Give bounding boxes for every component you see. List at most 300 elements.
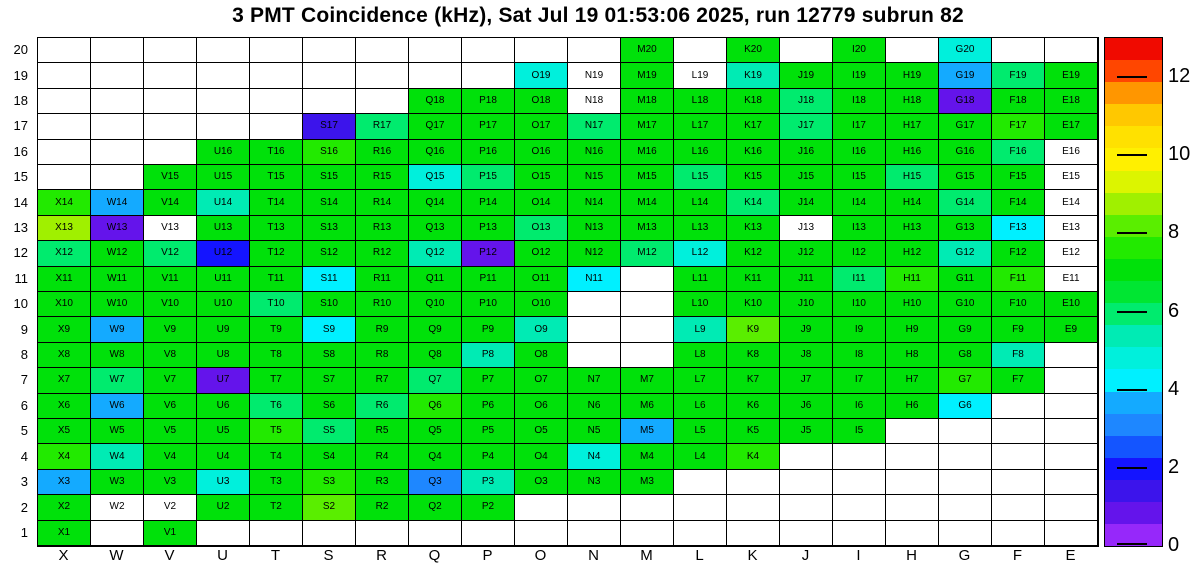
grid-cell bbox=[144, 38, 197, 63]
grid-cell: S16 bbox=[303, 140, 356, 165]
grid-cell: Q10 bbox=[409, 292, 462, 317]
grid-cell: F19 bbox=[992, 63, 1045, 88]
grid-cell bbox=[38, 165, 91, 190]
grid-cell: V11 bbox=[144, 267, 197, 292]
grid-cell: T7 bbox=[250, 368, 303, 393]
row-label: 1 bbox=[20, 524, 28, 540]
row-label: 9 bbox=[20, 321, 28, 337]
grid-cell: V1 bbox=[144, 521, 197, 546]
grid-cell: I17 bbox=[833, 114, 886, 139]
grid-cell: O8 bbox=[515, 343, 568, 368]
grid-cell: L8 bbox=[674, 343, 727, 368]
grid-cell bbox=[568, 343, 621, 368]
grid-cell: N16 bbox=[568, 140, 621, 165]
grid-cell: W11 bbox=[91, 267, 144, 292]
grid-cell: E16 bbox=[1045, 140, 1098, 165]
grid-cell: T16 bbox=[250, 140, 303, 165]
grid-cell: H16 bbox=[886, 140, 939, 165]
grid-cell: Q14 bbox=[409, 190, 462, 215]
grid-cell bbox=[674, 470, 727, 495]
grid-cell bbox=[356, 63, 409, 88]
grid-cell: X3 bbox=[38, 470, 91, 495]
grid-cell: L11 bbox=[674, 267, 727, 292]
grid-cell: U6 bbox=[197, 394, 250, 419]
grid-cell: K8 bbox=[727, 343, 780, 368]
grid-cell: K5 bbox=[727, 419, 780, 444]
grid-cell: U14 bbox=[197, 190, 250, 215]
grid-cell: F18 bbox=[992, 89, 1045, 114]
grid-cell: K11 bbox=[727, 267, 780, 292]
grid-cell bbox=[462, 521, 515, 546]
grid-cell: E9 bbox=[1045, 317, 1098, 342]
grid-cell bbox=[356, 521, 409, 546]
grid-cell: T5 bbox=[250, 419, 303, 444]
grid-cell: Q17 bbox=[409, 114, 462, 139]
grid-cell: I18 bbox=[833, 89, 886, 114]
grid-cell: G9 bbox=[939, 317, 992, 342]
grid-cell bbox=[992, 495, 1045, 520]
grid-cell: U2 bbox=[197, 495, 250, 520]
grid-cell bbox=[356, 38, 409, 63]
grid-cell: G19 bbox=[939, 63, 992, 88]
grid-cell: X12 bbox=[38, 241, 91, 266]
colorbar-tick bbox=[1117, 154, 1147, 156]
grid-cell: G14 bbox=[939, 190, 992, 215]
heatmap-grid bbox=[37, 37, 1099, 547]
grid-cell: V8 bbox=[144, 343, 197, 368]
colorbar-tick bbox=[1117, 467, 1147, 469]
grid-cell: L6 bbox=[674, 394, 727, 419]
grid-cell: H11 bbox=[886, 267, 939, 292]
grid-cell: K18 bbox=[727, 89, 780, 114]
row-label: 20 bbox=[13, 42, 28, 58]
grid-cell: S3 bbox=[303, 470, 356, 495]
row-label: 13 bbox=[13, 220, 28, 236]
grid-cell bbox=[38, 63, 91, 88]
grid-cell: T8 bbox=[250, 343, 303, 368]
grid-cell: K19 bbox=[727, 63, 780, 88]
grid-cell: T9 bbox=[250, 317, 303, 342]
grid-cell bbox=[462, 63, 515, 88]
grid-cell: Q13 bbox=[409, 216, 462, 241]
grid-cell: T14 bbox=[250, 190, 303, 215]
grid-cell: G20 bbox=[939, 38, 992, 63]
grid-cell: P3 bbox=[462, 470, 515, 495]
colorbar-band bbox=[1105, 303, 1162, 325]
grid-cell bbox=[197, 114, 250, 139]
grid-cell bbox=[1045, 419, 1098, 444]
grid-cell bbox=[886, 521, 939, 546]
grid-cell: X5 bbox=[38, 419, 91, 444]
grid-cell: G13 bbox=[939, 216, 992, 241]
grid-cell: O6 bbox=[515, 394, 568, 419]
row-label: 5 bbox=[20, 423, 28, 439]
grid-cell bbox=[250, 63, 303, 88]
grid-cell: E15 bbox=[1045, 165, 1098, 190]
col-label: L bbox=[695, 547, 704, 564]
grid-cell: K4 bbox=[727, 444, 780, 469]
grid-cell bbox=[250, 521, 303, 546]
grid-cell: K12 bbox=[727, 241, 780, 266]
grid-cell: T2 bbox=[250, 495, 303, 520]
colorbar-band bbox=[1105, 60, 1162, 82]
col-label: V bbox=[164, 547, 175, 564]
grid-cell: G16 bbox=[939, 140, 992, 165]
grid-cell: J7 bbox=[780, 368, 833, 393]
colorbar-tick-label: 6 bbox=[1168, 299, 1180, 322]
colorbar-tick bbox=[1117, 543, 1147, 545]
grid-cell: P5 bbox=[462, 419, 515, 444]
grid-cell: X13 bbox=[38, 216, 91, 241]
grid-cell: V6 bbox=[144, 394, 197, 419]
grid-cell bbox=[197, 89, 250, 114]
grid-cell: K6 bbox=[727, 394, 780, 419]
grid-cell: F16 bbox=[992, 140, 1045, 165]
grid-cell: G10 bbox=[939, 292, 992, 317]
colorbar-band bbox=[1105, 436, 1162, 458]
colorbar-band bbox=[1105, 502, 1162, 524]
row-label: 19 bbox=[13, 67, 28, 83]
grid-cell: F17 bbox=[992, 114, 1045, 139]
grid-cell: F12 bbox=[992, 241, 1045, 266]
grid-cell: H19 bbox=[886, 63, 939, 88]
grid-cell: E18 bbox=[1045, 89, 1098, 114]
grid-cell bbox=[939, 521, 992, 546]
grid-cell: J19 bbox=[780, 63, 833, 88]
grid-cell bbox=[621, 292, 674, 317]
grid-cell: N11 bbox=[568, 267, 621, 292]
grid-cell: E19 bbox=[1045, 63, 1098, 88]
grid-cell: W3 bbox=[91, 470, 144, 495]
grid-cell: O7 bbox=[515, 368, 568, 393]
grid-cell bbox=[91, 38, 144, 63]
grid-cell bbox=[144, 114, 197, 139]
grid-cell: I6 bbox=[833, 394, 886, 419]
grid-cell: N5 bbox=[568, 419, 621, 444]
grid-cell: S6 bbox=[303, 394, 356, 419]
grid-cell: I5 bbox=[833, 419, 886, 444]
grid-cell: N15 bbox=[568, 165, 621, 190]
grid-cell: L15 bbox=[674, 165, 727, 190]
colorbar-tick-label: 12 bbox=[1168, 65, 1191, 88]
grid-cell bbox=[38, 140, 91, 165]
grid-cell: I12 bbox=[833, 241, 886, 266]
grid-cell: I20 bbox=[833, 38, 886, 63]
row-label: 14 bbox=[13, 194, 28, 210]
grid-cell bbox=[674, 38, 727, 63]
grid-cell bbox=[780, 444, 833, 469]
col-label: N bbox=[588, 547, 599, 564]
grid-cell bbox=[674, 495, 727, 520]
grid-cell: H8 bbox=[886, 343, 939, 368]
grid-cell bbox=[91, 63, 144, 88]
grid-cell bbox=[780, 521, 833, 546]
grid-cell: E12 bbox=[1045, 241, 1098, 266]
grid-cell: Q7 bbox=[409, 368, 462, 393]
grid-cell: M19 bbox=[621, 63, 674, 88]
grid-cell: O19 bbox=[515, 63, 568, 88]
grid-cell bbox=[886, 470, 939, 495]
grid-cell bbox=[91, 114, 144, 139]
col-label: F bbox=[1012, 547, 1023, 564]
grid-cell: V9 bbox=[144, 317, 197, 342]
grid-cell: W2 bbox=[91, 495, 144, 520]
grid-cell bbox=[1045, 521, 1098, 546]
grid-cell: S15 bbox=[303, 165, 356, 190]
grid-cell bbox=[992, 38, 1045, 63]
grid-cell bbox=[621, 317, 674, 342]
grid-cell: H6 bbox=[886, 394, 939, 419]
grid-cell: F7 bbox=[992, 368, 1045, 393]
grid-cell: S17 bbox=[303, 114, 356, 139]
grid-cell bbox=[515, 521, 568, 546]
grid-cell: S10 bbox=[303, 292, 356, 317]
grid-cell: K9 bbox=[727, 317, 780, 342]
grid-cell: F11 bbox=[992, 267, 1045, 292]
grid-cell: F9 bbox=[992, 317, 1045, 342]
grid-cell: M7 bbox=[621, 368, 674, 393]
grid-cell: H14 bbox=[886, 190, 939, 215]
grid-cell bbox=[939, 444, 992, 469]
grid-cell: R2 bbox=[356, 495, 409, 520]
grid-cell: L17 bbox=[674, 114, 727, 139]
grid-cell: Q3 bbox=[409, 470, 462, 495]
grid-cell: M4 bbox=[621, 444, 674, 469]
grid-cell: V14 bbox=[144, 190, 197, 215]
col-label: J bbox=[801, 547, 810, 564]
grid-cell: P12 bbox=[462, 241, 515, 266]
grid-cell: G12 bbox=[939, 241, 992, 266]
grid-cell bbox=[144, 140, 197, 165]
grid-cell: N18 bbox=[568, 89, 621, 114]
grid-cell: H15 bbox=[886, 165, 939, 190]
grid-cell bbox=[780, 38, 833, 63]
grid-cell: L5 bbox=[674, 419, 727, 444]
grid-cell bbox=[992, 470, 1045, 495]
grid-cell bbox=[197, 63, 250, 88]
grid-cell bbox=[780, 495, 833, 520]
grid-cell: P17 bbox=[462, 114, 515, 139]
grid-cell: M5 bbox=[621, 419, 674, 444]
grid-cell: I14 bbox=[833, 190, 886, 215]
grid-cell: Q6 bbox=[409, 394, 462, 419]
grid-cell: G18 bbox=[939, 89, 992, 114]
colorbar-band bbox=[1105, 148, 1162, 170]
grid-cell: U15 bbox=[197, 165, 250, 190]
colorbar bbox=[1104, 37, 1163, 547]
row-axis bbox=[4, 37, 32, 545]
grid-cell bbox=[38, 38, 91, 63]
grid-cell bbox=[1045, 444, 1098, 469]
grid-cell: U12 bbox=[197, 241, 250, 266]
grid-cell: S13 bbox=[303, 216, 356, 241]
grid-cell: T15 bbox=[250, 165, 303, 190]
grid-cell: E14 bbox=[1045, 190, 1098, 215]
grid-cell: W5 bbox=[91, 419, 144, 444]
grid-cell: N14 bbox=[568, 190, 621, 215]
grid-cell: M17 bbox=[621, 114, 674, 139]
row-label: 16 bbox=[13, 143, 28, 159]
grid-cell: I7 bbox=[833, 368, 886, 393]
grid-cell bbox=[356, 89, 409, 114]
grid-cell: V4 bbox=[144, 444, 197, 469]
grid-cell: L19 bbox=[674, 63, 727, 88]
grid-cell bbox=[1045, 38, 1098, 63]
grid-cell: H18 bbox=[886, 89, 939, 114]
grid-cell bbox=[886, 495, 939, 520]
grid-cell: P4 bbox=[462, 444, 515, 469]
grid-cell: X11 bbox=[38, 267, 91, 292]
grid-cell: V2 bbox=[144, 495, 197, 520]
grid-cell bbox=[303, 89, 356, 114]
chart-title: 3 PMT Coincidence (kHz), Sat Jul 19 01:53:06 2025, run 12779 subrun 82 bbox=[232, 4, 964, 27]
grid-cell: P6 bbox=[462, 394, 515, 419]
grid-cell: X4 bbox=[38, 444, 91, 469]
grid-cell bbox=[1045, 470, 1098, 495]
grid-cell: I15 bbox=[833, 165, 886, 190]
grid-cell: W7 bbox=[91, 368, 144, 393]
grid-cell: U16 bbox=[197, 140, 250, 165]
grid-cell: R4 bbox=[356, 444, 409, 469]
grid-cell: E11 bbox=[1045, 267, 1098, 292]
colorbar-band bbox=[1105, 347, 1162, 369]
grid-cell bbox=[939, 470, 992, 495]
grid-cell: F13 bbox=[992, 216, 1045, 241]
colorbar-tick bbox=[1117, 232, 1147, 234]
grid-cell: V10 bbox=[144, 292, 197, 317]
grid-cell: P15 bbox=[462, 165, 515, 190]
grid-cell: U10 bbox=[197, 292, 250, 317]
grid-cell: P13 bbox=[462, 216, 515, 241]
grid-cell: I9 bbox=[833, 317, 886, 342]
colorbar-tick-label: 8 bbox=[1168, 221, 1180, 244]
grid-cell: H10 bbox=[886, 292, 939, 317]
colorbar-band bbox=[1105, 38, 1162, 60]
grid-cell: J11 bbox=[780, 267, 833, 292]
grid-cell: K17 bbox=[727, 114, 780, 139]
row-label: 12 bbox=[13, 245, 28, 261]
grid-cell: G6 bbox=[939, 394, 992, 419]
row-label: 18 bbox=[13, 93, 28, 109]
grid-cell: J16 bbox=[780, 140, 833, 165]
col-label: R bbox=[376, 547, 387, 564]
grid-cell: Q8 bbox=[409, 343, 462, 368]
colorbar-band bbox=[1105, 237, 1162, 259]
grid-cell bbox=[568, 317, 621, 342]
grid-cell: O9 bbox=[515, 317, 568, 342]
grid-cell bbox=[303, 63, 356, 88]
grid-cell: O17 bbox=[515, 114, 568, 139]
grid-cell: W6 bbox=[91, 394, 144, 419]
grid-cell: S14 bbox=[303, 190, 356, 215]
grid-cell: L13 bbox=[674, 216, 727, 241]
grid-cell: Q2 bbox=[409, 495, 462, 520]
col-label: W bbox=[109, 547, 124, 564]
col-label: X bbox=[58, 547, 69, 564]
grid-cell: L16 bbox=[674, 140, 727, 165]
grid-cell: J14 bbox=[780, 190, 833, 215]
grid-cell bbox=[515, 38, 568, 63]
grid-cell bbox=[992, 521, 1045, 546]
grid-cell: T11 bbox=[250, 267, 303, 292]
grid-cell: H12 bbox=[886, 241, 939, 266]
grid-cell: J8 bbox=[780, 343, 833, 368]
grid-cell bbox=[91, 521, 144, 546]
grid-cell: O12 bbox=[515, 241, 568, 266]
grid-cell: X6 bbox=[38, 394, 91, 419]
grid-cell bbox=[992, 444, 1045, 469]
col-label: S bbox=[323, 547, 334, 564]
grid-cell: S9 bbox=[303, 317, 356, 342]
colorbar-band bbox=[1105, 259, 1162, 281]
grid-cell bbox=[621, 267, 674, 292]
grid-cell bbox=[568, 38, 621, 63]
grid-cell bbox=[727, 470, 780, 495]
grid-cell: P18 bbox=[462, 89, 515, 114]
row-label: 8 bbox=[20, 347, 28, 363]
col-label: M bbox=[640, 547, 653, 564]
grid-cell bbox=[197, 521, 250, 546]
colorbar-band bbox=[1105, 392, 1162, 414]
grid-cell: S4 bbox=[303, 444, 356, 469]
grid-cell: V7 bbox=[144, 368, 197, 393]
grid-cell bbox=[1045, 368, 1098, 393]
grid-cell: O18 bbox=[515, 89, 568, 114]
grid-cell: O11 bbox=[515, 267, 568, 292]
grid-cell: S5 bbox=[303, 419, 356, 444]
row-label: 4 bbox=[20, 448, 28, 464]
grid-cell: J17 bbox=[780, 114, 833, 139]
grid-cell: L9 bbox=[674, 317, 727, 342]
grid-cell bbox=[303, 38, 356, 63]
grid-cell: R3 bbox=[356, 470, 409, 495]
grid-cell bbox=[780, 470, 833, 495]
col-label: Q bbox=[428, 547, 441, 564]
grid-cell: G8 bbox=[939, 343, 992, 368]
colorbar-tick-label: 2 bbox=[1168, 455, 1180, 478]
grid-cell: J5 bbox=[780, 419, 833, 444]
grid-cell bbox=[144, 89, 197, 114]
grid-cell bbox=[515, 495, 568, 520]
grid-cell: Q11 bbox=[409, 267, 462, 292]
grid-cell: P9 bbox=[462, 317, 515, 342]
colorbar-tick bbox=[1117, 311, 1147, 313]
grid-cell: R9 bbox=[356, 317, 409, 342]
grid-cell: T3 bbox=[250, 470, 303, 495]
grid-cell: P11 bbox=[462, 267, 515, 292]
grid-cell: M14 bbox=[621, 190, 674, 215]
grid-cell bbox=[38, 89, 91, 114]
col-label: I bbox=[856, 547, 861, 564]
colorbar-band bbox=[1105, 126, 1162, 148]
grid-cell: W14 bbox=[91, 190, 144, 215]
grid-cell: M16 bbox=[621, 140, 674, 165]
grid-cell: T4 bbox=[250, 444, 303, 469]
grid-cell: V12 bbox=[144, 241, 197, 266]
col-label: G bbox=[958, 547, 971, 564]
grid-cell: U8 bbox=[197, 343, 250, 368]
col-label: H bbox=[906, 547, 917, 564]
grid-cell: W10 bbox=[91, 292, 144, 317]
grid-cell: W13 bbox=[91, 216, 144, 241]
grid-cell: R12 bbox=[356, 241, 409, 266]
grid-cell: N7 bbox=[568, 368, 621, 393]
grid-cell: Q9 bbox=[409, 317, 462, 342]
grid-cell: H7 bbox=[886, 368, 939, 393]
grid-cell: O15 bbox=[515, 165, 568, 190]
grid-cell bbox=[833, 444, 886, 469]
row-label: 17 bbox=[13, 118, 28, 134]
